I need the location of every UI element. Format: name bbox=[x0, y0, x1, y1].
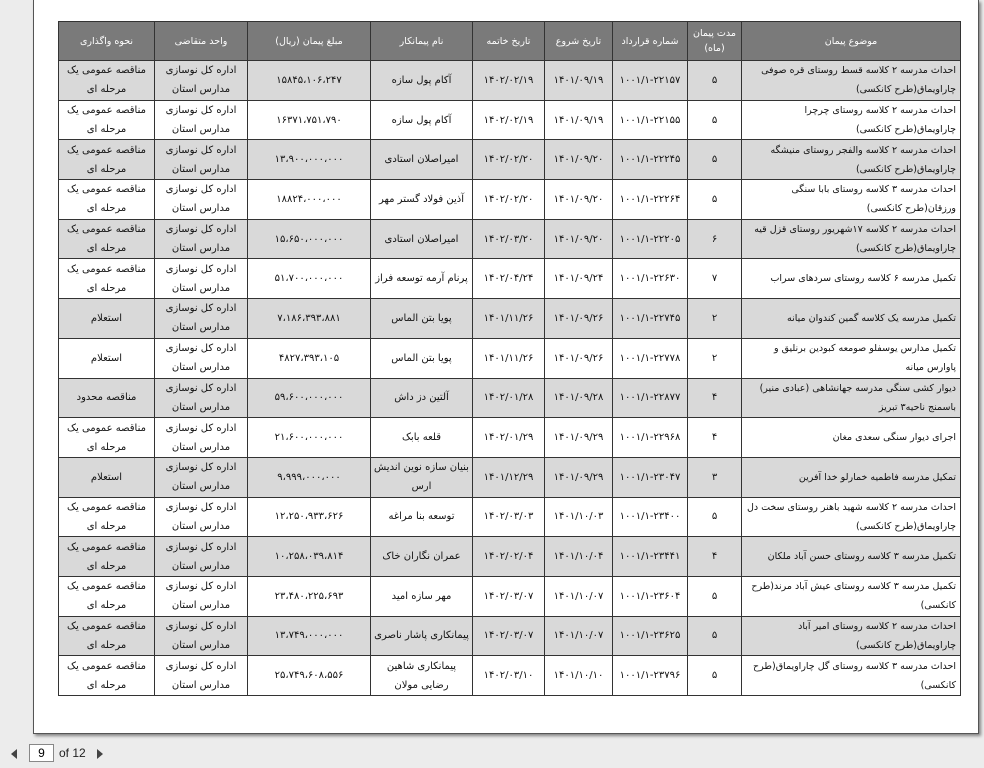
contractor-cell: مهر سازه امید bbox=[371, 576, 473, 616]
end-date-cell: ۱۴۰۲/۰۲/۱۹ bbox=[473, 61, 545, 101]
contract-number-cell: ۱۰۰۱/۱-۲۲۷۴۵ bbox=[613, 299, 688, 339]
unit-cell: اداره کل نوسازی مدارس استان bbox=[155, 299, 248, 339]
duration-cell: ۴ bbox=[688, 537, 742, 577]
method-cell: مناقصه عمومی یک مرحله ای bbox=[59, 537, 155, 577]
amount-cell: ۵۱،۷۰۰،۰۰۰،۰۰۰ bbox=[248, 259, 371, 299]
subject-cell: احداث مدرسه ۳ کلاسه روستای بابا سنگی ورزقان(طرح کانکسی) bbox=[742, 180, 961, 220]
table-row bbox=[59, 180, 961, 220]
table-row bbox=[59, 497, 961, 537]
amount-cell: ۱۵،۶۵۰،۰۰۰،۰۰۰ bbox=[248, 219, 371, 259]
amount-cell: ۱۰،۲۵۸،۰۳۹،۸۱۴ bbox=[248, 537, 371, 577]
end-date-cell: ۱۴۰۲/۰۳/۲۰ bbox=[473, 219, 545, 259]
contractor-cell: پیمانکاری پاشار ناصری bbox=[371, 616, 473, 656]
unit-cell: اداره کل نوسازی مدارس استان bbox=[155, 378, 248, 418]
method-cell: مناقصه عمومی یک مرحله ای bbox=[59, 656, 155, 696]
method-cell: مناقصه عمومی یک مرحله ای bbox=[59, 100, 155, 140]
duration-cell: ۷ bbox=[688, 259, 742, 299]
unit-cell: اداره کل نوسازی مدارس استان bbox=[155, 61, 248, 101]
method-cell: مناقصه عمومی یک مرحله ای bbox=[59, 616, 155, 656]
amount-cell: ۱۲،۲۵۰،۹۳۳،۶۲۶ bbox=[248, 497, 371, 537]
subject-cell: احداث مدرسه ۲ کلاسه ۱۷شهریور روستای قزل قیه چاراویماق(طرح کانکسی) bbox=[742, 219, 961, 259]
table-row bbox=[59, 299, 961, 339]
start-date-cell: ۱۴۰۱/۰۹/۲۰ bbox=[545, 219, 613, 259]
subject-cell: تکمیل مدرسه ۳ کلاسه روستای عیش آباد مرند(طرح کانکسی) bbox=[742, 576, 961, 616]
page-number-input[interactable] bbox=[29, 744, 54, 762]
start-date-cell: ۱۴۰۱/۰۹/۲۰ bbox=[545, 140, 613, 180]
start-date-cell: ۱۴۰۱/۰۹/۲۹ bbox=[545, 457, 613, 497]
end-date-cell: ۱۴۰۲/۰۲/۱۹ bbox=[473, 100, 545, 140]
unit-cell: اداره کل نوسازی مدارس استان bbox=[155, 616, 248, 656]
subject-cell: احداث مدرسه ۲ کلاسه والفجر روستای منیشگه چاراویماق(طرح کانکسی) bbox=[742, 140, 961, 180]
subject-cell: احداث مدرسه ۲ کلاسه روستای چرچرا چاراویماق(طرح کانکسی) bbox=[742, 100, 961, 140]
unit-cell: اداره کل نوسازی مدارس استان bbox=[155, 656, 248, 696]
subject-cell: احداث مدرسه ۲ کلاسه شهید باهنر روستای سخت دل چاراویماق(طرح کانکسی) bbox=[742, 497, 961, 537]
method-cell: استعلام bbox=[59, 299, 155, 339]
subject-cell: تکمیل مدرسه ۶ کلاسه روستای سردهای سراب bbox=[742, 259, 961, 299]
amount-cell: ۱۳،۹۰۰،۰۰۰،۰۰۰ bbox=[248, 140, 371, 180]
start-date-cell: ۱۴۰۱/۰۹/۲۶ bbox=[545, 299, 613, 339]
subject-cell: دیوار کشی سنگی مدرسه جهانشاهی (عبادی منیر) باسمنج ناحیه۳ تبریز bbox=[742, 378, 961, 418]
contract-number-cell: ۱۰۰۱/۱-۲۲۷۷۸ bbox=[613, 338, 688, 378]
amount-cell: ۵۹،۶۰۰،۰۰۰،۰۰۰ bbox=[248, 378, 371, 418]
contractor-cell: توسعه بنا مراغه bbox=[371, 497, 473, 537]
start-date-cell: ۱۴۰۱/۱۰/۰۷ bbox=[545, 616, 613, 656]
amount-cell: ۲۵،۷۴۹،۶۰۸،۵۵۶ bbox=[248, 656, 371, 696]
amount-cell: ۲۱،۶۰۰،۰۰۰،۰۰۰ bbox=[248, 418, 371, 458]
method-cell: مناقصه محدود bbox=[59, 378, 155, 418]
subject-cell: اجرای دیوار سنگی سعدی مغان bbox=[742, 418, 961, 458]
contractor-cell: آلتین دز داش bbox=[371, 378, 473, 418]
start-date-cell: ۱۴۰۱/۰۹/۲۰ bbox=[545, 180, 613, 220]
contractor-cell: پیمانکاری شاهین رضایی مولان bbox=[371, 656, 473, 696]
unit-cell: اداره کل نوسازی مدارس استان bbox=[155, 537, 248, 577]
contract-number-cell: ۱۰۰۱/۱-۲۲۱۵۷ bbox=[613, 61, 688, 101]
page-count-label: of 12 bbox=[59, 746, 86, 760]
contract-number-cell: ۱۰۰۱/۱-۲۳۰۴۷ bbox=[613, 457, 688, 497]
contractor-cell: امیراصلان استادی bbox=[371, 219, 473, 259]
method-cell: مناقصه عمومی یک مرحله ای bbox=[59, 497, 155, 537]
table-row bbox=[59, 616, 961, 656]
duration-cell: ۵ bbox=[688, 656, 742, 696]
header-start-date: تاریخ شروع bbox=[545, 22, 613, 61]
table-row bbox=[59, 537, 961, 577]
end-date-cell: ۱۴۰۱/۱۲/۲۹ bbox=[473, 457, 545, 497]
end-date-cell: ۱۴۰۲/۰۳/۰۳ bbox=[473, 497, 545, 537]
table-row bbox=[59, 576, 961, 616]
amount-cell: ۱۶۳۷۱،۷۵۱،۷۹۰ bbox=[248, 100, 371, 140]
contractor-cell: امیراصلان استادی bbox=[371, 140, 473, 180]
header-duration: مدت پیمان (ماه) bbox=[688, 22, 742, 61]
contract-number-cell: ۱۰۰۱/۱-۲۳۷۹۶ bbox=[613, 656, 688, 696]
unit-cell: اداره کل نوسازی مدارس استان bbox=[155, 497, 248, 537]
amount-cell: ۱۵۸۴۵،۱۰۶،۲۴۷ bbox=[248, 61, 371, 101]
contractor-cell: قلعه بابک bbox=[371, 418, 473, 458]
start-date-cell: ۱۴۰۱/۰۹/۲۹ bbox=[545, 418, 613, 458]
table-row bbox=[59, 140, 961, 180]
duration-cell: ۴ bbox=[688, 378, 742, 418]
start-date-cell: ۱۴۰۱/۰۹/۱۹ bbox=[545, 100, 613, 140]
duration-cell: ۲ bbox=[688, 299, 742, 339]
end-date-cell: ۱۴۰۲/۰۱/۲۸ bbox=[473, 378, 545, 418]
header-contractor: نام پیمانکار bbox=[371, 22, 473, 61]
method-cell: مناقصه عمومی یک مرحله ای bbox=[59, 61, 155, 101]
end-date-cell: ۱۴۰۲/۰۳/۰۷ bbox=[473, 616, 545, 656]
unit-cell: اداره کل نوسازی مدارس استان bbox=[155, 100, 248, 140]
amount-cell: ۱۳،۷۴۹،۰۰۰،۰۰۰ bbox=[248, 616, 371, 656]
end-date-cell: ۱۴۰۱/۱۱/۲۶ bbox=[473, 338, 545, 378]
contract-number-cell: ۱۰۰۱/۱-۲۲۱۵۵ bbox=[613, 100, 688, 140]
contract-number-cell: ۱۰۰۱/۱-۲۲۹۶۸ bbox=[613, 418, 688, 458]
header-unit: واحد متقاضی bbox=[155, 22, 248, 61]
unit-cell: اداره کل نوسازی مدارس استان bbox=[155, 259, 248, 299]
unit-cell: اداره کل نوسازی مدارس استان bbox=[155, 180, 248, 220]
duration-cell: ۲ bbox=[688, 338, 742, 378]
method-cell: مناقصه عمومی یک مرحله ای bbox=[59, 259, 155, 299]
table-header-row bbox=[59, 22, 961, 61]
start-date-cell: ۱۴۰۱/۱۰/۱۰ bbox=[545, 656, 613, 696]
contract-number-cell: ۱۰۰۱/۱-۲۲۲۴۵ bbox=[613, 140, 688, 180]
duration-cell: ۴ bbox=[688, 418, 742, 458]
end-date-cell: ۱۴۰۲/۰۳/۱۰ bbox=[473, 656, 545, 696]
method-cell: مناقصه عمومی یک مرحله ای bbox=[59, 219, 155, 259]
unit-cell: اداره کل نوسازی مدارس استان bbox=[155, 418, 248, 458]
amount-cell: ۹،۹۹۹،۰۰۰،۰۰۰ bbox=[248, 457, 371, 497]
next-page-icon[interactable] bbox=[97, 749, 103, 759]
pager-bar bbox=[0, 740, 984, 768]
header-subject: موضوع پیمان bbox=[742, 22, 961, 61]
subject-cell: احداث مدرسه ۲ کلاسه روستای امیر آباد چاراویماق(طرح کانکسی) bbox=[742, 616, 961, 656]
start-date-cell: ۱۴۰۱/۱۰/۰۷ bbox=[545, 576, 613, 616]
amount-cell: ۴۸۲۷،۳۹۳،۱۰۵ bbox=[248, 338, 371, 378]
contract-number-cell: ۱۰۰۱/۱-۲۳۶۲۵ bbox=[613, 616, 688, 656]
start-date-cell: ۱۴۰۱/۰۹/۲۸ bbox=[545, 378, 613, 418]
contractor-cell: پویا بتن الماس bbox=[371, 338, 473, 378]
table-row bbox=[59, 378, 961, 418]
table-row bbox=[59, 338, 961, 378]
contract-number-cell: ۱۰۰۱/۱-۲۲۶۳۰ bbox=[613, 259, 688, 299]
table-row bbox=[59, 656, 961, 696]
contract-number-cell: ۱۰۰۱/۱-۲۳۴۴۱ bbox=[613, 537, 688, 577]
start-date-cell: ۱۴۰۱/۰۹/۲۶ bbox=[545, 338, 613, 378]
contractor-cell: آکام پول سازه bbox=[371, 100, 473, 140]
duration-cell: ۳ bbox=[688, 457, 742, 497]
method-cell: مناقصه عمومی یک مرحله ای bbox=[59, 576, 155, 616]
contract-number-cell: ۱۰۰۱/۱-۲۲۲۶۴ bbox=[613, 180, 688, 220]
end-date-cell: ۱۴۰۲/۰۳/۰۷ bbox=[473, 576, 545, 616]
end-date-cell: ۱۴۰۲/۰۲/۲۰ bbox=[473, 180, 545, 220]
start-date-cell: ۱۴۰۱/۰۹/۱۹ bbox=[545, 61, 613, 101]
table-row bbox=[59, 100, 961, 140]
amount-cell: ۲۳،۴۸۰،۲۲۵،۶۹۳ bbox=[248, 576, 371, 616]
contractor-cell: عمران نگاران خاک bbox=[371, 537, 473, 577]
subject-cell: احداث مدرسه ۳ کلاسه روستای گل چاراویماق(طرح کانکسی) bbox=[742, 656, 961, 696]
duration-cell: ۵ bbox=[688, 616, 742, 656]
end-date-cell: ۱۴۰۲/۰۴/۲۴ bbox=[473, 259, 545, 299]
unit-cell: اداره کل نوسازی مدارس استان bbox=[155, 457, 248, 497]
method-cell: استعلام bbox=[59, 338, 155, 378]
table-row bbox=[59, 259, 961, 299]
duration-cell: ۶ bbox=[688, 219, 742, 259]
method-cell: مناقصه عمومی یک مرحله ای bbox=[59, 140, 155, 180]
start-date-cell: ۱۴۰۱/۰۹/۲۴ bbox=[545, 259, 613, 299]
unit-cell: اداره کل نوسازی مدارس استان bbox=[155, 576, 248, 616]
duration-cell: ۵ bbox=[688, 180, 742, 220]
duration-cell: ۵ bbox=[688, 497, 742, 537]
end-date-cell: ۱۴۰۲/۰۲/۲۰ bbox=[473, 140, 545, 180]
contractor-cell: آذین فولاد گستر مهر bbox=[371, 180, 473, 220]
duration-cell: ۵ bbox=[688, 61, 742, 101]
method-cell: مناقصه عمومی یک مرحله ای bbox=[59, 418, 155, 458]
subject-cell: تکمیل مدرسه ۳ کلاسه روستای حسن آباد ملکان bbox=[742, 537, 961, 577]
method-cell: استعلام bbox=[59, 457, 155, 497]
table-row bbox=[59, 219, 961, 259]
contracts-table bbox=[58, 21, 961, 696]
subject-cell: تکمیل مدارس یوسفلو صومعه کبودین برنلیق و پاوارس میانه bbox=[742, 338, 961, 378]
contractor-cell: بنیان سازه نوین اندیش ارس bbox=[371, 457, 473, 497]
header-amount: مبلغ پیمان (ریال) bbox=[248, 22, 371, 61]
contract-number-cell: ۱۰۰۱/۱-۲۲۲۰۵ bbox=[613, 219, 688, 259]
amount-cell: ۷،۱۸۶،۳۹۳،۸۸۱ bbox=[248, 299, 371, 339]
unit-cell: اداره کل نوسازی مدارس استان bbox=[155, 338, 248, 378]
end-date-cell: ۱۴۰۲/۰۲/۰۴ bbox=[473, 537, 545, 577]
unit-cell: اداره کل نوسازی مدارس استان bbox=[155, 140, 248, 180]
header-end-date: تاریخ خاتمه bbox=[473, 22, 545, 61]
amount-cell: ۱۸۸۲۴،۰۰۰،۰۰۰ bbox=[248, 180, 371, 220]
contractor-cell: آکام پول سازه bbox=[371, 61, 473, 101]
previous-page-icon[interactable] bbox=[11, 749, 17, 759]
unit-cell: اداره کل نوسازی مدارس استان bbox=[155, 219, 248, 259]
duration-cell: ۵ bbox=[688, 100, 742, 140]
start-date-cell: ۱۴۰۱/۱۰/۰۳ bbox=[545, 497, 613, 537]
subject-cell: تکمیل مدرسه یک کلاسه گمین کندوان میانه bbox=[742, 299, 961, 339]
contractor-cell: پرنام آرمه توسعه فراز bbox=[371, 259, 473, 299]
end-date-cell: ۱۴۰۲/۰۱/۲۹ bbox=[473, 418, 545, 458]
table-row bbox=[59, 457, 961, 497]
header-method: نحوه واگذاری bbox=[59, 22, 155, 61]
document-page bbox=[33, 0, 979, 734]
table-row bbox=[59, 61, 961, 101]
start-date-cell: ۱۴۰۱/۱۰/۰۴ bbox=[545, 537, 613, 577]
subject-cell: تمکیل مدرسه فاطمیه خمارلو خدا آفرین bbox=[742, 457, 961, 497]
contract-number-cell: ۱۰۰۱/۱-۲۳۴۰۰ bbox=[613, 497, 688, 537]
contract-number-cell: ۱۰۰۱/۱-۲۲۸۷۷ bbox=[613, 378, 688, 418]
subject-cell: احداث مدرسه ۲ کلاسه قسط روستای قره صوفی چاراویماق(طرح کانکسی) bbox=[742, 61, 961, 101]
contract-number-cell: ۱۰۰۱/۱-۲۳۶۰۴ bbox=[613, 576, 688, 616]
duration-cell: ۵ bbox=[688, 576, 742, 616]
header-contract-no: شماره قرارداد bbox=[613, 22, 688, 61]
contractor-cell: پویا بتن الماس bbox=[371, 299, 473, 339]
method-cell: مناقصه عمومی یک مرحله ای bbox=[59, 180, 155, 220]
end-date-cell: ۱۴۰۱/۱۱/۲۶ bbox=[473, 299, 545, 339]
table-row bbox=[59, 418, 961, 458]
duration-cell: ۵ bbox=[688, 140, 742, 180]
